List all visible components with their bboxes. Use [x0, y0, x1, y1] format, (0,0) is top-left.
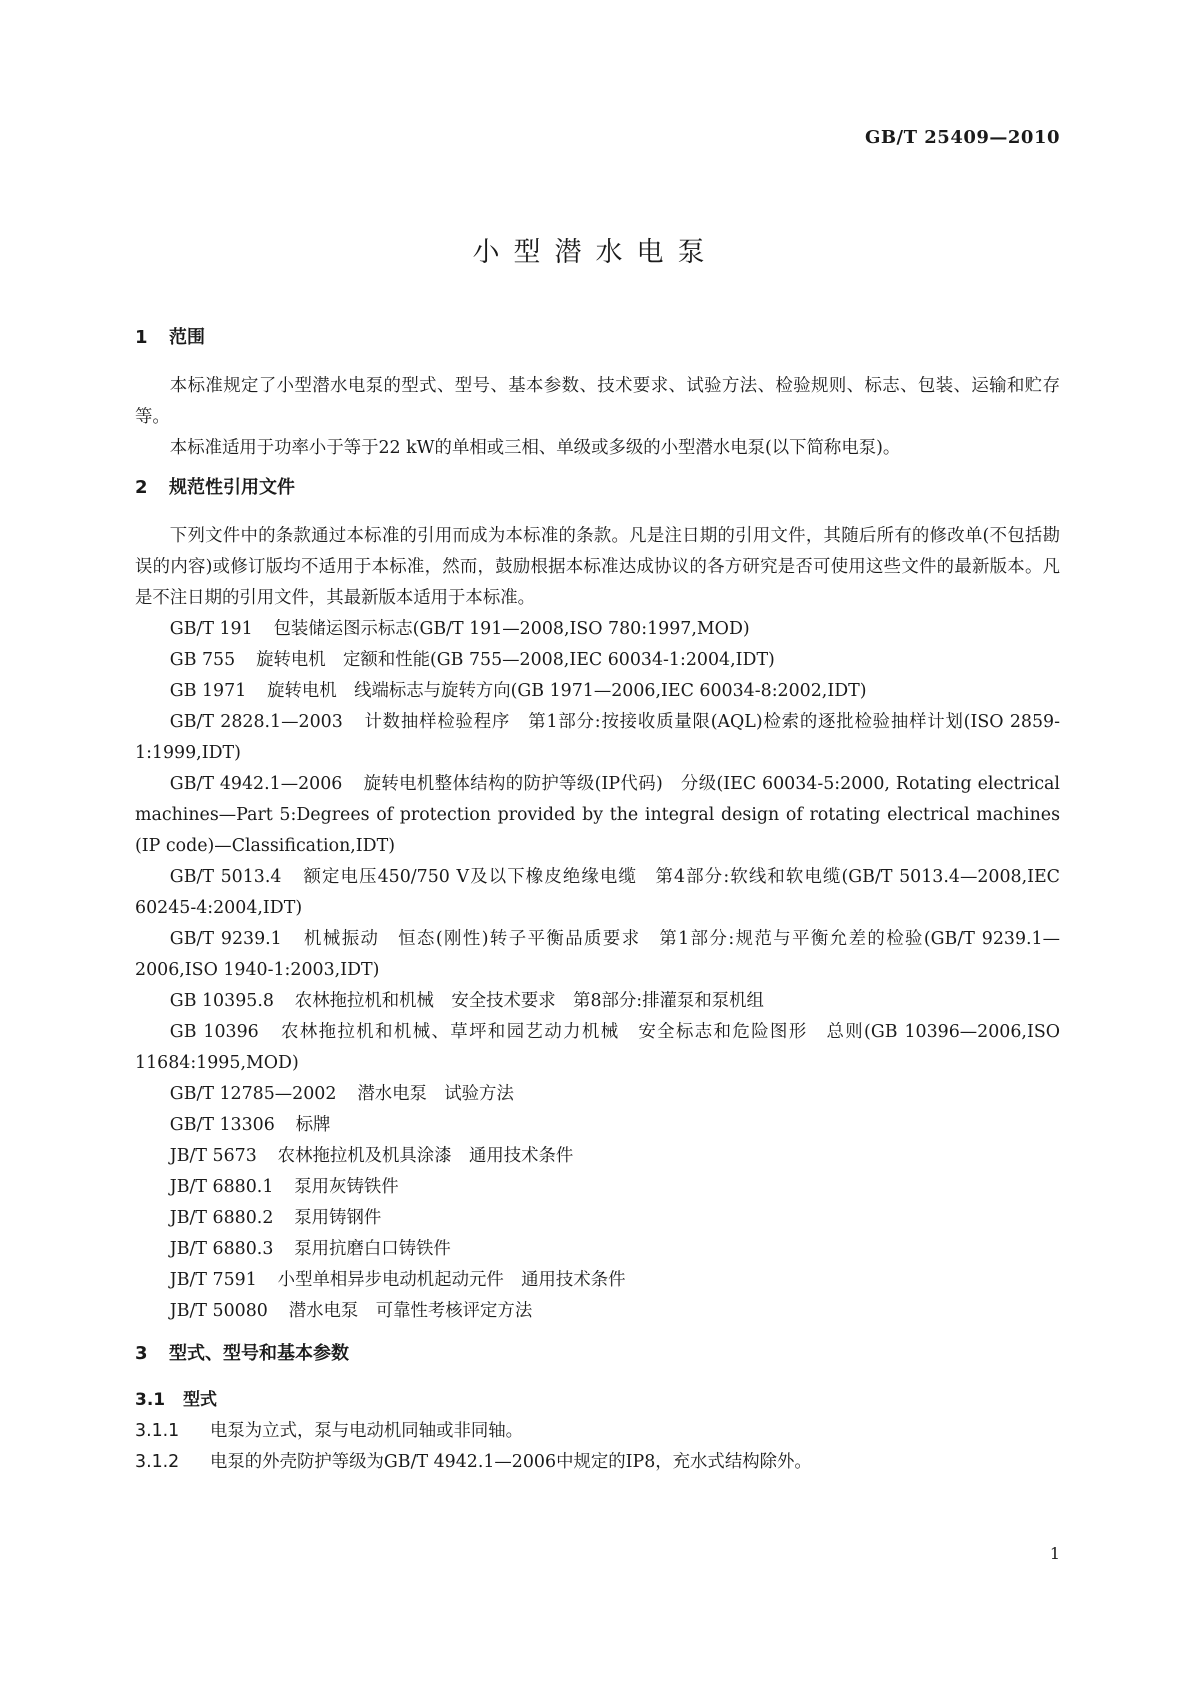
reference-code: JB/T 7591: [169, 1270, 257, 1290]
paragraph: 本标准规定了小型潜水电泵的型式、型号、基本参数、技术要求、试验方法、检验规则、标志、包装、运输和贮存等。: [135, 376, 1060, 427]
page-number: 1: [1049, 1544, 1060, 1563]
document-title: 小型潜水电泵: [472, 237, 719, 268]
reference-item: [135, 862, 1060, 924]
reference-item: [135, 645, 1060, 676]
section-number: 3: [135, 1343, 148, 1364]
section-heading-scope: [135, 322, 1060, 353]
reference-code: JB/T 5673: [169, 1146, 257, 1166]
reference-title: 旋转电机 线端标志与旋转方向(GB 1971—2006,IEC 60034-8:2002,IDT): [267, 681, 867, 701]
section-number: 2: [135, 477, 148, 498]
reference-code: GB 1971: [169, 681, 247, 701]
reference-title: 泵用铸钢件: [294, 1208, 382, 1228]
section-title: 规范性引用文件: [169, 477, 295, 498]
reference-title: 计数抽样检验程序 第1部分:按接收质量限(AQL)检索的逐批检验抽样计划(ISO 2859-1:1999,IDT): [135, 712, 1060, 763]
reference-title: 农林拖拉机和机械、草坪和园艺动力机械 安全标志和危险图形 总则(GB 10396—2006,ISO 11684:1995,MOD): [135, 1022, 1061, 1073]
document-body: [135, 322, 1060, 1478]
reference-title: 泵用灰铸铁件: [294, 1177, 399, 1197]
reference-item: [135, 769, 1060, 862]
reference-item: [135, 986, 1060, 1017]
reference-item: [135, 1265, 1060, 1296]
reference-code: JB/T 50080: [169, 1301, 268, 1321]
reference-code: GB/T 9239.1: [169, 929, 282, 949]
reference-code: JB/T 6880.3: [169, 1239, 274, 1259]
section-title: 型式、型号和基本参数: [169, 1343, 349, 1364]
paragraph: 本标准适用于功率小于等于22 kW的单相或三相、单级或多级的小型潜水电泵(以下简称电泵)。: [169, 438, 901, 458]
reference-title: 包装储运图示标志(GB/T 191—2008,ISO 780:1997,MOD): [273, 619, 750, 639]
reference-code: GB/T 4942.1—2006: [169, 774, 343, 794]
reference-item: [135, 1296, 1060, 1327]
subsection-heading-type: [135, 1385, 1060, 1416]
reference-title: 旋转电机 定额和性能(GB 755—2008,IEC 60034-1:2004,IDT): [256, 650, 775, 670]
reference-code: JB/T 6880.2: [169, 1208, 274, 1228]
reference-item: [135, 924, 1060, 986]
reference-code: GB/T 5013.4: [169, 867, 282, 887]
reference-code: GB 10396: [169, 1022, 259, 1042]
clause-text: 电泵为立式，泵与电动机同轴或非同轴。: [210, 1421, 524, 1441]
section-title: 范围: [169, 327, 205, 348]
reference-title: 机械振动 恒态(刚性)转子平衡品质要求 第1部分:规范与平衡允差的检验(GB/T 9239.1—2006,ISO 1940-1:2003,IDT): [135, 929, 1060, 980]
reference-item: [135, 1172, 1060, 1203]
paragraph: 下列文件中的条款通过本标准的引用而成为本标准的条款。凡是注日期的引用文件，其随后所有的修改单(不包括勘误的内容)或修订版均不适用于本标准，然而，鼓励根据本标准达成协议的各方研究是否可使用这些文件的最新版本。凡是不注日期的引用文件，其最新版本适用于本标准。: [135, 526, 1060, 608]
section-heading-types: [135, 1338, 1060, 1369]
reference-item: [135, 1141, 1060, 1172]
reference-code: GB 755: [169, 650, 236, 670]
clause-text: 电泵的外壳防护等级为GB/T 4942.1—2006中规定的IP8，充水式结构除外。: [210, 1452, 812, 1472]
reference-code: GB/T 191: [169, 619, 253, 639]
subsection-number: 3.1: [135, 1390, 166, 1410]
reference-item: [135, 707, 1060, 769]
reference-item: [135, 1110, 1060, 1141]
reference-item: [135, 1079, 1060, 1110]
standard-code: GB/T 25409—2010: [864, 127, 1060, 148]
reference-title: 潜水电泵 试验方法: [357, 1084, 514, 1104]
reference-title: 潜水电泵 可靠性考核评定方法: [288, 1301, 533, 1321]
section-heading-normative-references: [135, 472, 1060, 503]
reference-title: 旋转电机整体结构的防护等级(IP代码) 分级(IEC 60034-5:2000, Rotating electrical machines—Part 5:Degrees of protection provided by the integral design of rotating electrical machines (IP code)—Classification,IDT): [135, 774, 1060, 856]
reference-code: GB/T 2828.1—2003: [169, 712, 343, 732]
reference-item: [135, 1017, 1060, 1079]
reference-item: [135, 614, 1060, 645]
reference-title: 小型单相异步电动机起动元件 通用技术条件: [277, 1270, 626, 1290]
reference-title: 农林拖拉机和机械 安全技术要求 第8部分:排灌泵和泵机组: [294, 991, 764, 1011]
reference-item: [135, 1203, 1060, 1234]
reference-code: JB/T 6880.1: [169, 1177, 274, 1197]
reference-code: GB/T 12785—2002: [169, 1084, 337, 1104]
reference-item: [135, 1234, 1060, 1265]
clause-number: 3.1.1: [135, 1421, 180, 1441]
reference-title: 标牌: [295, 1115, 331, 1135]
section-number: 1: [135, 327, 148, 348]
reference-title: 额定电压450/750 V及以下橡皮绝缘电缆 第4部分:软线和软电缆(GB/T 5013.4—2008,IEC 60245-4:2004,IDT): [135, 867, 1060, 918]
reference-item: [135, 676, 1060, 707]
reference-code: GB/T 13306: [169, 1115, 275, 1135]
clause: [135, 1447, 1060, 1478]
reference-code: GB 10395.8: [169, 991, 274, 1011]
reference-title: 农林拖拉机及机具涂漆 通用技术条件: [277, 1146, 574, 1166]
reference-title: 泵用抗磨白口铸铁件: [294, 1239, 451, 1259]
subsection-title: 型式: [183, 1390, 217, 1410]
clause-number: 3.1.2: [135, 1452, 180, 1472]
clause: [135, 1416, 1060, 1447]
